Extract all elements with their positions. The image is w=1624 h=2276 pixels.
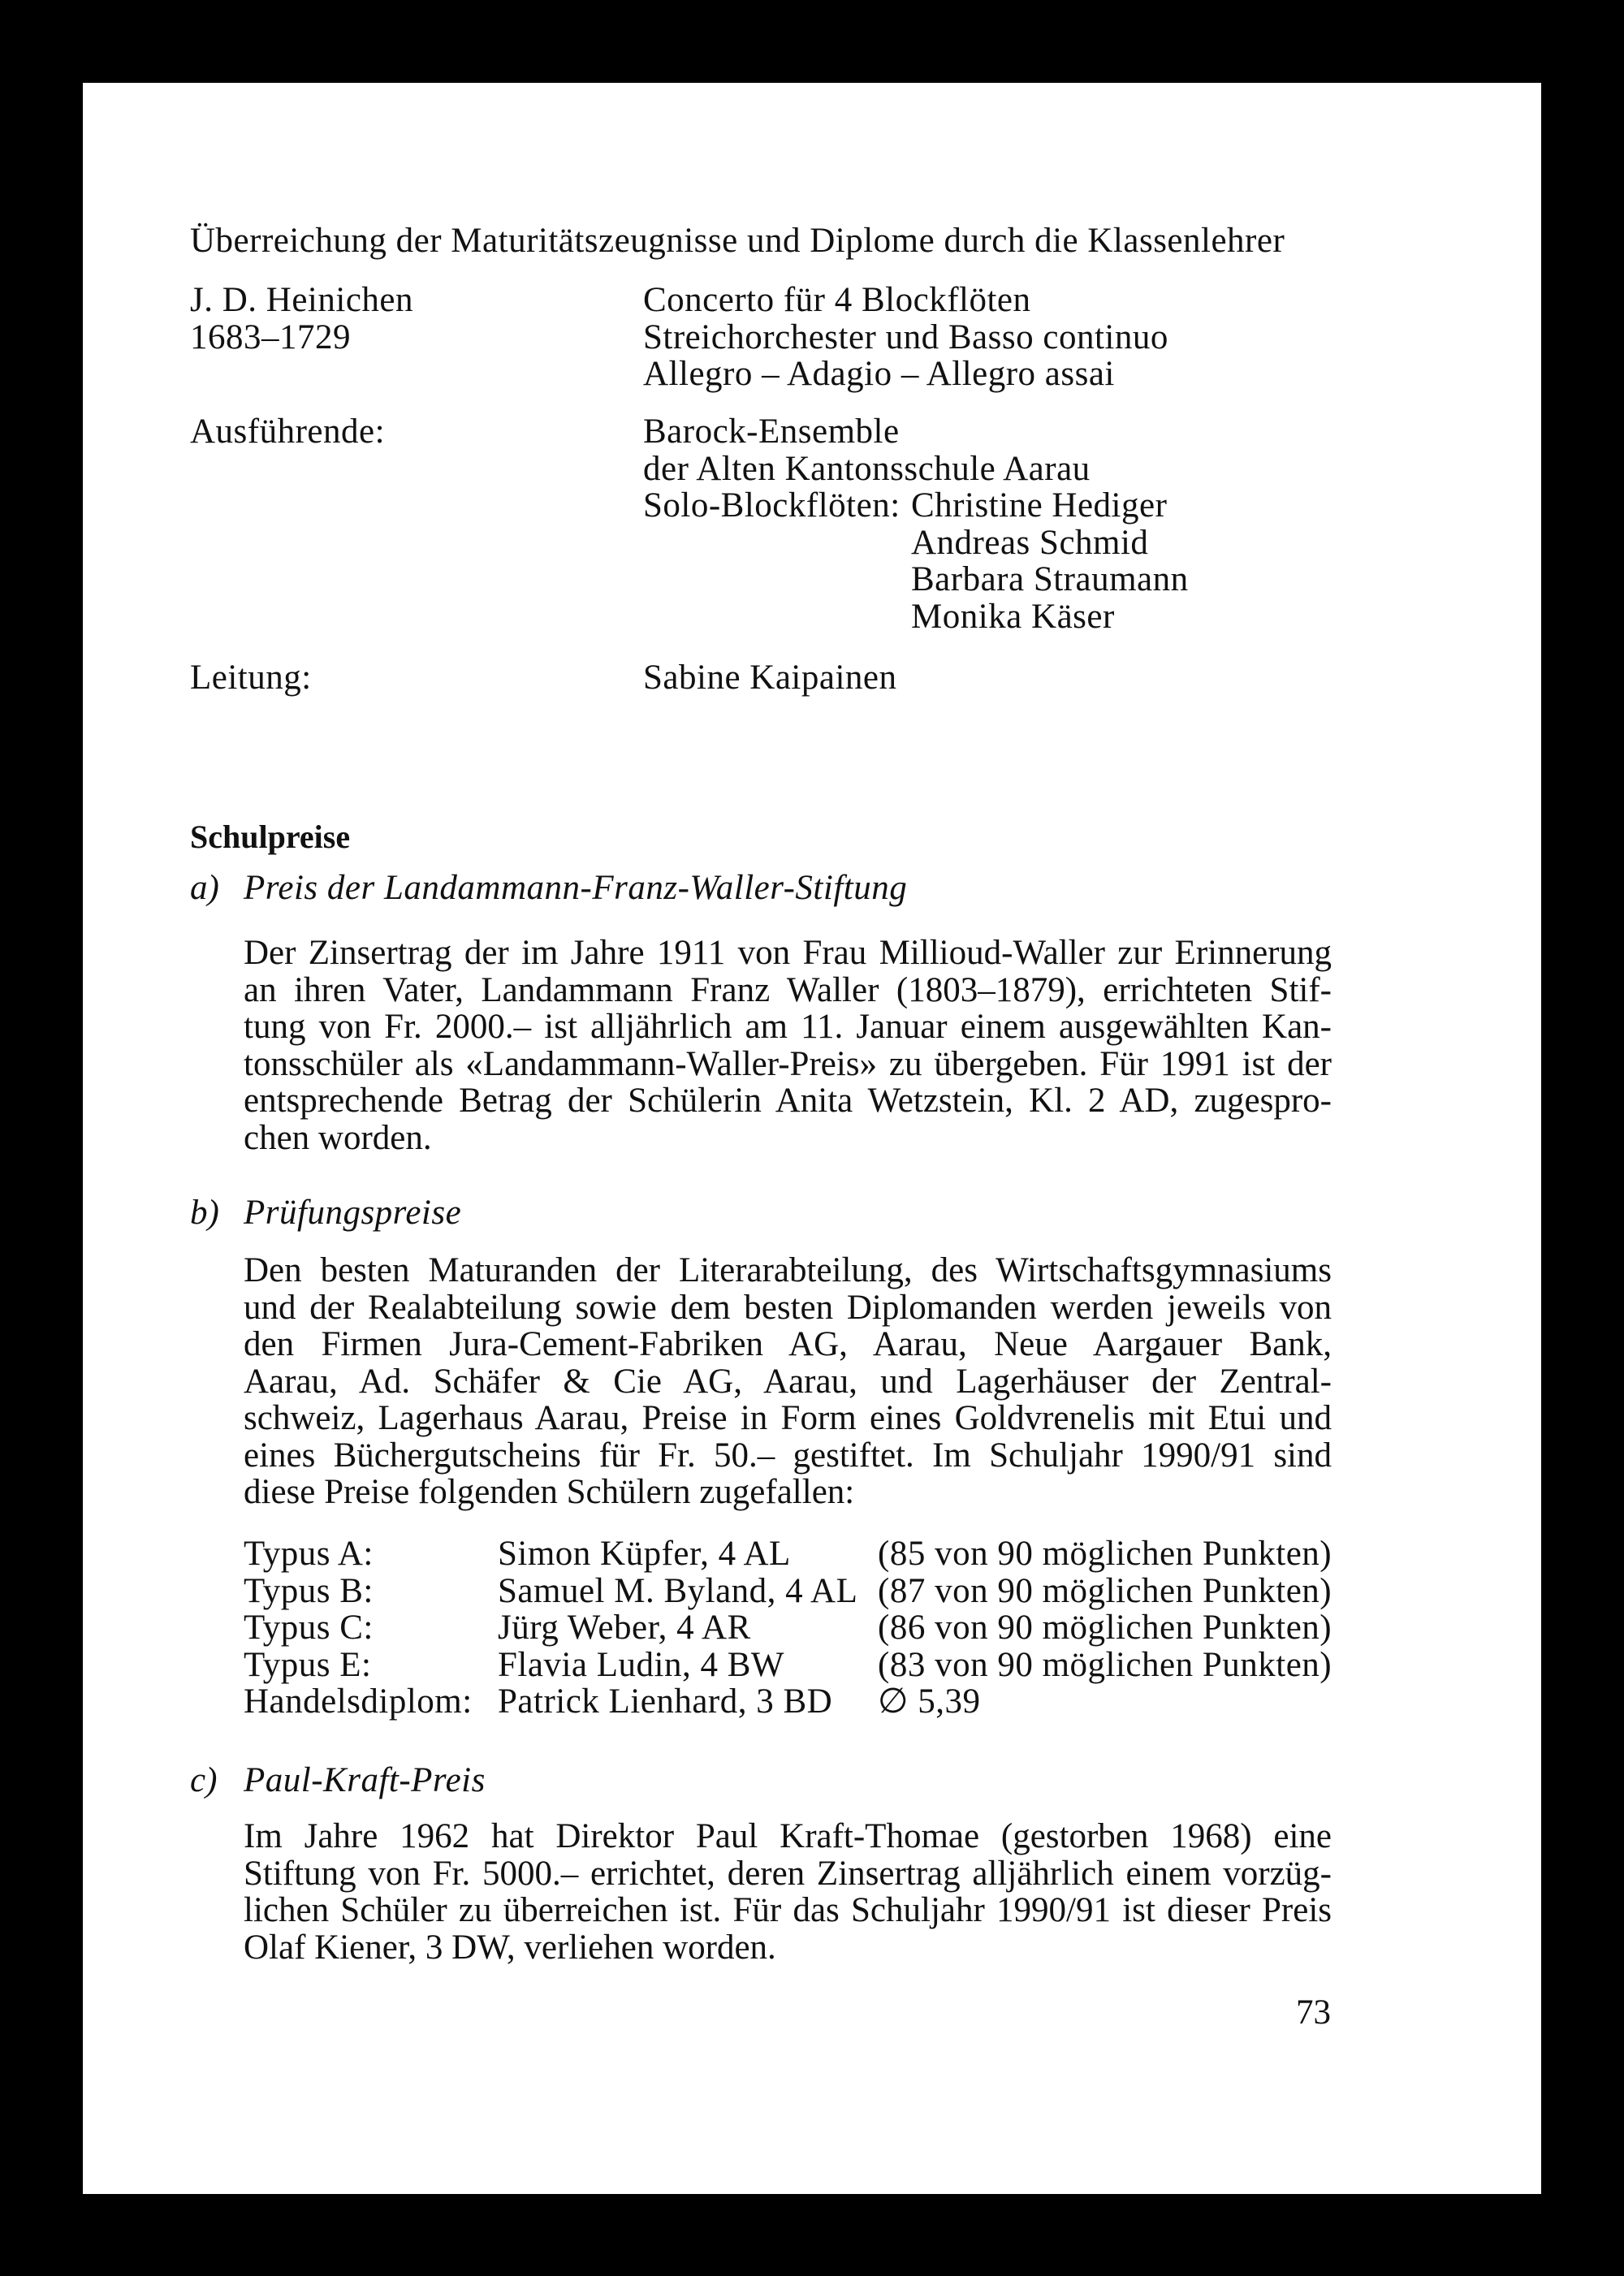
direction-name: Sabine Kaipainen xyxy=(643,659,897,697)
paragraph-line: diese Preise folgenden Schülern zugefallen: xyxy=(244,1473,855,1511)
prize-c-title-block xyxy=(244,1762,486,1799)
prize-b-title: Prüfungspreise xyxy=(244,1194,462,1232)
result-score: (85 von 90 möglichen Punkten) xyxy=(878,1535,1332,1573)
page-number: 73 xyxy=(1296,1993,1331,2032)
table-row xyxy=(244,1609,1332,1647)
soloists-list xyxy=(911,487,1189,635)
result-name: Jürg Weber, 4 AR xyxy=(498,1609,751,1647)
paragraph-line: und der Realabteilung sowie dem besten Diplomanden werden jeweils von xyxy=(244,1288,1332,1327)
result-name: Flavia Ludin, 4 BW xyxy=(498,1645,784,1684)
exam-results-table xyxy=(244,1535,1332,1721)
soloist: Barbara Straumann xyxy=(911,560,1189,598)
result-name: Patrick Lienhard, 3 BD xyxy=(498,1682,833,1721)
table-row xyxy=(244,1535,1332,1573)
ensemble-school: der Alten Kantonsschule Aarau xyxy=(643,449,1091,488)
paragraph-line: schweiz, Lagerhaus Aarau, Preise in Form eines Goldvrenelis mit Etui und xyxy=(244,1399,1332,1437)
paragraph-line: Den besten Maturanden der Literarabteilung, des Wirtschaftsgymnasiums xyxy=(244,1251,1332,1289)
table-row xyxy=(244,1683,1332,1721)
prize-c-title: Paul-Kraft-Preis xyxy=(244,1761,486,1799)
work-block xyxy=(643,282,1168,393)
prize-b-marker-block xyxy=(190,1194,219,1232)
composer-block xyxy=(190,282,413,356)
composer-name: J. D. Heinichen xyxy=(190,281,413,319)
paragraph-line: an ihren Vater, Landammann Franz Waller (1803–1879), errichteten Stif- xyxy=(244,970,1332,1009)
paragraph-line: Olaf Kiener, 3 DW, verliehen worden. xyxy=(244,1928,776,1967)
intro-text: Überreichung der Maturitätszeugnisse und Diplome durch die Klassenlehrer xyxy=(190,222,1285,260)
paragraph-line: den Firmen Jura-Cement-Fabriken AG, Aarau, Neue Aargauer Bank, xyxy=(244,1325,1332,1363)
paragraph-line: entsprechende Betrag der Schülerin Anita Wetzstein, Kl. 2 AD, zugespro- xyxy=(244,1082,1332,1120)
paragraph-line: Aarau, Ad. Schäfer & Cie AG, Aarau, und Lagerhäuser der Zentral- xyxy=(244,1362,1332,1401)
paragraph-line: tonsschüler als «Landammann-Waller-Preis» zu übergeben. Für 1991 ist der xyxy=(244,1044,1332,1083)
ensemble-name: Barock-Ensemble xyxy=(643,412,900,451)
prize-a-marker: a) xyxy=(190,869,219,907)
result-score: (87 von 90 möglichen Punkten) xyxy=(878,1571,1332,1610)
direction-label-block xyxy=(190,659,312,697)
soloists-label: Solo-Blockflöten: xyxy=(643,486,901,525)
prize-c-paragraph xyxy=(244,1818,1332,1966)
paragraph-line: tung von Fr. 2000.– ist alljährlich am 11. Januar einem ausgewählten Kan- xyxy=(244,1008,1332,1046)
work-instrumentation: Streichorchester und Basso continuo xyxy=(643,317,1168,356)
page-number-block xyxy=(1168,1994,1331,2032)
prize-a-title: Preis der Landammann-Franz-Waller-Stiftung xyxy=(244,869,908,907)
prize-b-title-block xyxy=(244,1194,461,1232)
soloist: Christine Hediger xyxy=(911,486,1168,525)
result-category: Typus C: xyxy=(244,1609,374,1647)
paragraph-line: Der Zinsertrag der im Jahre 1911 von Frau Millioud-Waller zur Erinnerung xyxy=(244,934,1332,972)
result-category: Typus B: xyxy=(244,1571,374,1610)
soloist: Monika Käser xyxy=(911,597,1115,636)
ceremony-intro-line xyxy=(190,222,1285,260)
result-category: Typus A: xyxy=(244,1535,374,1573)
prize-b-paragraph xyxy=(244,1252,1332,1511)
performers-label-block xyxy=(190,413,385,451)
result-score: (83 von 90 möglichen Punkten) xyxy=(878,1645,1332,1684)
prize-b-marker: b) xyxy=(190,1194,219,1232)
table-row xyxy=(244,1647,1332,1684)
work-movements: Allegro – Adagio – Allegro assai xyxy=(643,355,1115,393)
table-row xyxy=(244,1573,1332,1610)
prize-c-marker-block xyxy=(190,1762,217,1799)
paragraph-line: Im Jahre 1962 hat Direktor Paul Kraft-Thomae (gestorben 1968) eine xyxy=(244,1817,1332,1855)
paragraph-line: eines Büchergutscheins für Fr. 50.– gestiftet. Im Schuljahr 1990/91 sind xyxy=(244,1436,1332,1475)
section-title: Schulpreise xyxy=(190,818,351,855)
result-score: (86 von 90 möglichen Punkten) xyxy=(878,1609,1332,1647)
prize-c-marker: c) xyxy=(190,1761,218,1799)
document-page xyxy=(83,83,1541,2194)
work-title: Concerto für 4 Blockflöten xyxy=(643,281,1031,319)
prize-a-marker-block xyxy=(190,870,219,907)
composer-years: 1683–1729 xyxy=(190,317,351,356)
paragraph-line: chen worden. xyxy=(244,1118,432,1157)
result-score: ∅ 5,39 xyxy=(878,1682,981,1721)
result-name: Simon Küpfer, 4 AL xyxy=(498,1535,791,1573)
direction-name-block xyxy=(643,659,897,697)
prize-a-title-block xyxy=(244,870,907,907)
section-title-block xyxy=(190,818,350,856)
direction-label: Leitung: xyxy=(190,659,312,697)
result-category: Typus E: xyxy=(244,1645,372,1684)
soloist: Andreas Schmid xyxy=(911,523,1149,562)
result-name: Samuel M. Byland, 4 AL xyxy=(498,1571,858,1610)
paragraph-line: lichen Schüler zu überreichen ist. Für das Schuljahr 1990/91 ist dieser Preis xyxy=(244,1891,1332,1929)
prize-a-paragraph xyxy=(244,935,1332,1156)
paragraph-line: Stiftung von Fr. 5000.– errichtet, deren Zinsertrag alljährlich einem vorzüg- xyxy=(244,1854,1332,1893)
performers-label: Ausführende: xyxy=(190,412,386,451)
result-category: Handelsdiplom: xyxy=(244,1682,473,1721)
